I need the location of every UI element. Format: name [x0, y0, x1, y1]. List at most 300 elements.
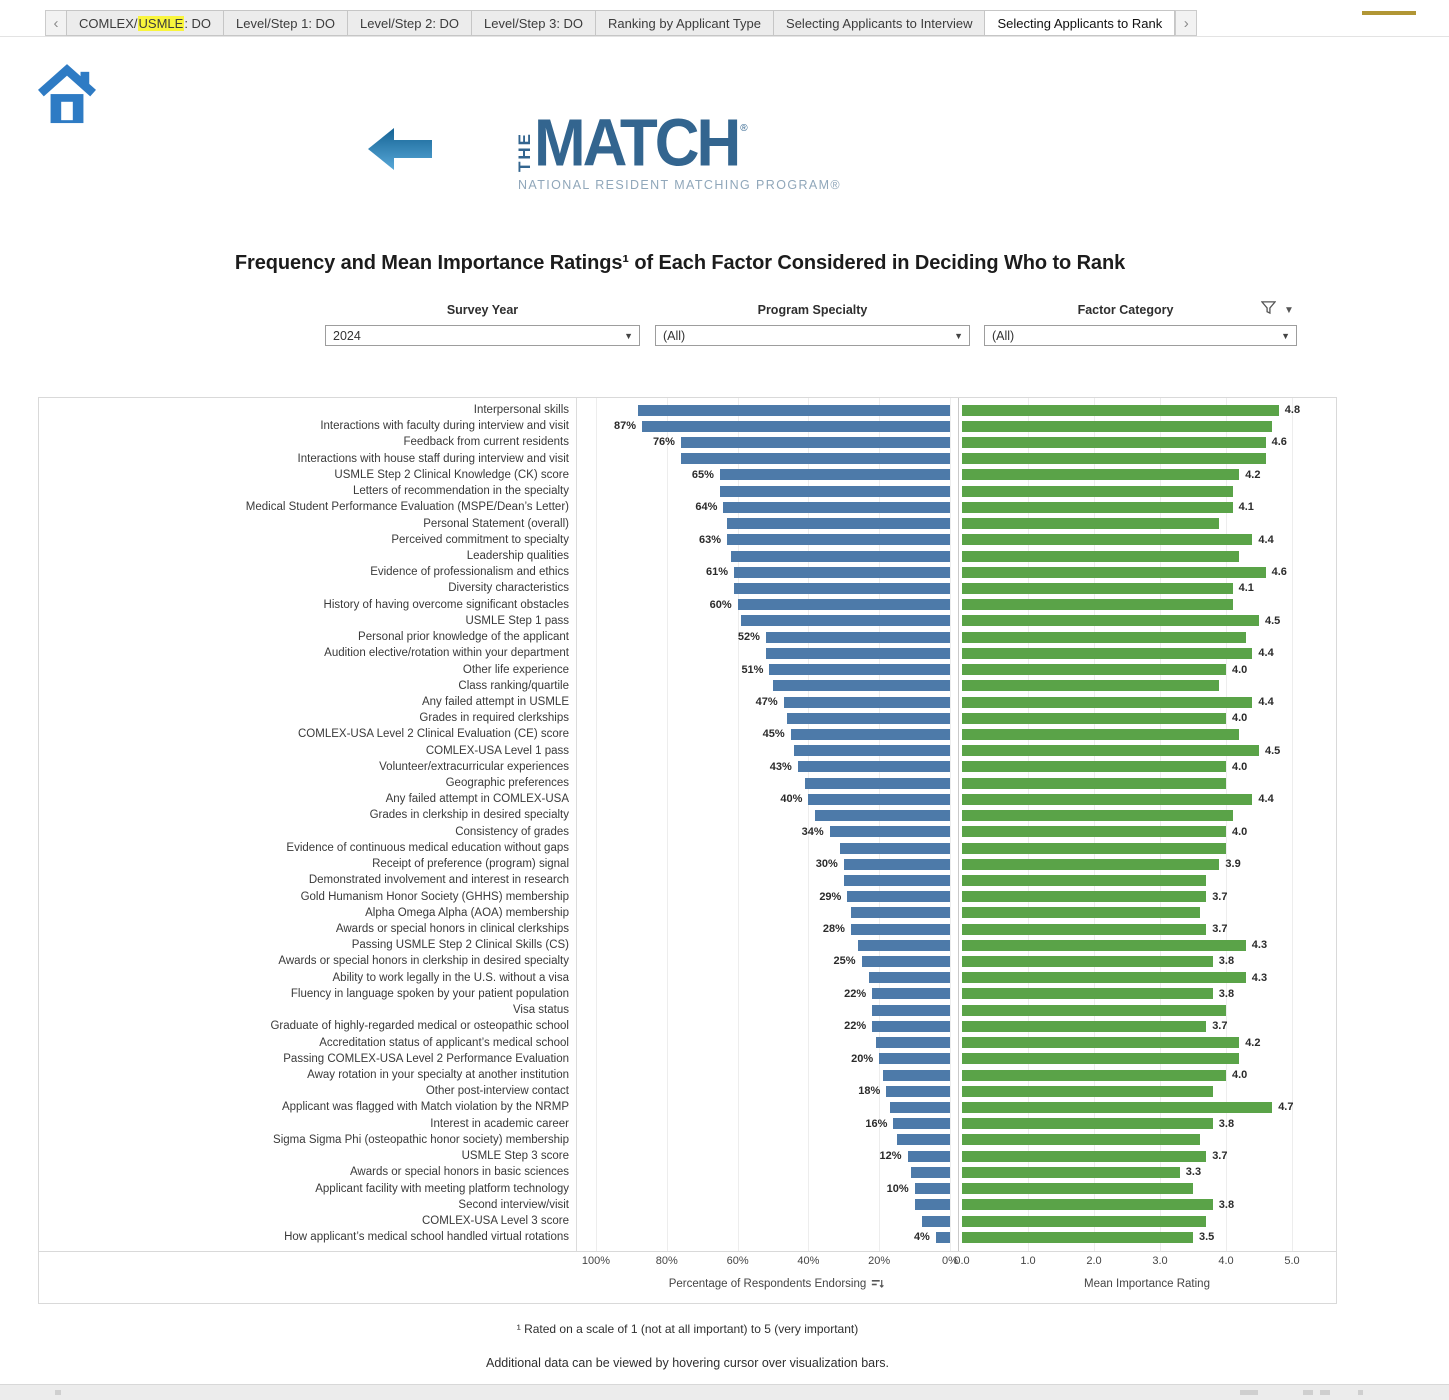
- pct-axis-tick: 0%: [942, 1255, 958, 1267]
- right-axis-title: Mean Importance Rating: [1084, 1278, 1210, 1290]
- endorse-bar[interactable]: [798, 761, 950, 772]
- rating-bar[interactable]: [962, 1021, 1206, 1032]
- factor-label: Consistency of grades: [455, 825, 569, 838]
- pct-value-label: 4%: [913, 1231, 930, 1244]
- pct-value-label: 16%: [865, 1117, 888, 1130]
- rating-bar[interactable]: [962, 1199, 1213, 1210]
- endorse-bar[interactable]: [784, 697, 950, 708]
- endorse-bar[interactable]: [731, 551, 950, 562]
- endorse-bar[interactable]: [723, 502, 950, 513]
- endorse-bar[interactable]: [893, 1118, 950, 1129]
- factor-row: [39, 1229, 1336, 1245]
- rating-bar[interactable]: [962, 907, 1200, 918]
- endorse-bar[interactable]: [879, 1053, 950, 1064]
- factor-label: Applicant was flagged with Match violation by the NRMP: [281, 1101, 569, 1114]
- endorse-bar[interactable]: [872, 988, 950, 999]
- endorse-bar[interactable]: [883, 1070, 950, 1081]
- factor-row: [39, 856, 1336, 872]
- factor-label: Passing USMLE Step 2 Clinical Skills (CS): [351, 939, 569, 952]
- factor-label: Interactions with faculty during interview and visit: [320, 420, 569, 433]
- gold-accent-dash: [1362, 11, 1416, 15]
- survey-year-label: Survey Year: [446, 303, 519, 317]
- rating-axis-tick: 0.0: [954, 1255, 970, 1267]
- factor-row: [39, 872, 1336, 888]
- factor-row: [39, 921, 1336, 937]
- factor-row: [39, 1164, 1336, 1180]
- factor-label: Feedback from current residents: [403, 436, 569, 449]
- factor-label: Visa status: [512, 1004, 569, 1017]
- rating-value-label: 4.0: [1232, 760, 1248, 773]
- program-specialty-label: Program Specialty: [757, 303, 868, 317]
- factor-row: [39, 597, 1336, 613]
- factor-category-dropdown[interactable]: [984, 325, 1297, 346]
- rating-value-label: 4.2: [1245, 1036, 1261, 1049]
- factor-row: [39, 613, 1336, 629]
- rating-bar[interactable]: [962, 1216, 1206, 1227]
- home-icon[interactable]: [38, 64, 96, 128]
- rating-bar[interactable]: [962, 534, 1252, 545]
- rating-bar[interactable]: [962, 469, 1239, 480]
- rating-bar[interactable]: [962, 437, 1266, 448]
- pct-value-label: 51%: [741, 663, 764, 676]
- chevron-down-icon: ▼: [624, 330, 633, 341]
- left-axis-title: Percentage of Respondents Endorsing: [669, 1278, 884, 1290]
- rating-bar[interactable]: [962, 794, 1252, 805]
- factor-label: Perceived commitment to specialty: [391, 533, 569, 546]
- tab-strip: [67, 10, 1175, 36]
- pct-value-label: 28%: [822, 923, 845, 935]
- endorse-bar[interactable]: [681, 453, 950, 464]
- pct-value-label: 22%: [844, 1020, 867, 1033]
- survey-year-value: 2024: [333, 328, 361, 343]
- rating-axis-tick: 2.0: [1086, 1255, 1102, 1267]
- factor-category-value: (All): [992, 328, 1015, 343]
- factor-category-label: Factor Category: [1077, 303, 1174, 317]
- rating-bar[interactable]: [962, 1151, 1206, 1162]
- rating-bar[interactable]: [962, 1167, 1180, 1178]
- factor-label: Interest in academic career: [430, 1117, 569, 1130]
- factor-row: [39, 1083, 1336, 1099]
- factor-label: Alpha Omega Alpha (AOA) membership: [365, 906, 569, 919]
- endorse-bar[interactable]: [897, 1134, 950, 1145]
- pct-value-label: 76%: [652, 436, 675, 449]
- rating-bar[interactable]: [962, 1102, 1272, 1113]
- rating-bar[interactable]: [962, 1037, 1239, 1048]
- factor-label: Letters of recommendation in the specialty: [352, 485, 569, 498]
- tab-scroll-right-icon[interactable]: ›: [1175, 10, 1197, 36]
- rating-bar[interactable]: [962, 599, 1233, 610]
- rating-bar[interactable]: [962, 1134, 1200, 1145]
- rating-value-label: 4.2: [1245, 468, 1261, 481]
- endorse-bar[interactable]: [734, 567, 950, 578]
- rating-value-label: 3.8: [1218, 955, 1235, 968]
- endorse-bar[interactable]: [915, 1183, 950, 1194]
- rating-bar[interactable]: [962, 486, 1233, 497]
- factor-label: Second interview/visit: [458, 1198, 569, 1211]
- endorse-bar[interactable]: [922, 1216, 950, 1227]
- endorse-bar[interactable]: [720, 486, 950, 497]
- factor-row: [39, 580, 1336, 596]
- factor-label: History of having overcome significant obstacles: [323, 598, 569, 611]
- chart-rows-area: [39, 398, 1336, 1251]
- rating-axis-tick: 3.0: [1152, 1255, 1168, 1267]
- back-arrow-icon[interactable]: [368, 126, 432, 172]
- pct-axis-tick: 20%: [868, 1255, 891, 1267]
- factor-row: [39, 759, 1336, 775]
- endorse-bar[interactable]: [794, 745, 950, 756]
- factor-label: Class ranking/quartile: [458, 679, 569, 692]
- rating-bar[interactable]: [962, 502, 1233, 513]
- factor-row: [39, 629, 1336, 645]
- rating-value-label: 4.1: [1238, 582, 1254, 595]
- tab-ranking-by-applicant-type[interactable]: Ranking by Applicant Type: [595, 10, 774, 36]
- rating-bar[interactable]: [962, 761, 1226, 772]
- endorse-bar[interactable]: [936, 1232, 950, 1243]
- worksheet-tab-bar: [45, 10, 1197, 36]
- factor-label: Personal prior knowledge of the applicant: [358, 631, 569, 644]
- endorse-bar[interactable]: [638, 405, 950, 416]
- tab-scroll-left-icon[interactable]: ‹: [45, 10, 67, 36]
- pct-axis-tick: 80%: [655, 1255, 678, 1267]
- factor-row: [39, 824, 1336, 840]
- factor-label: Grades in clerkship in desired specialty: [369, 809, 569, 822]
- highlighted-text: USMLE: [138, 15, 184, 31]
- factor-row: [39, 1132, 1336, 1148]
- factor-label: Gold Humanism Honor Society (GHHS) membership: [300, 890, 569, 903]
- pct-value-label: 64%: [695, 501, 718, 514]
- factor-label: Awards or special honors in basic sciences: [349, 1166, 569, 1179]
- endorse-bar[interactable]: [908, 1151, 950, 1162]
- hover-footnote: Additional data can be viewed by hovering cursor over visualization bars.: [485, 1356, 889, 1370]
- factor-row: [39, 970, 1336, 986]
- pct-value-label: 87%: [614, 420, 637, 433]
- pct-value-label: 34%: [801, 825, 824, 838]
- rating-bar[interactable]: [962, 1183, 1193, 1194]
- rating-bar[interactable]: [962, 940, 1246, 951]
- rating-value-label: 4.0: [1232, 663, 1248, 676]
- pct-value-label: 20%: [851, 1052, 874, 1065]
- rating-bar[interactable]: [962, 988, 1213, 999]
- rating-bar[interactable]: [962, 875, 1206, 886]
- factor-row: [39, 726, 1336, 742]
- endorse-bar[interactable]: [915, 1199, 950, 1210]
- factor-row: [39, 1018, 1336, 1034]
- rating-bar[interactable]: [962, 453, 1266, 464]
- rating-bar[interactable]: [962, 956, 1213, 967]
- bottom-toolbar-strip: [0, 1384, 1449, 1400]
- factor-label: Evidence of continuous medical education without gaps: [286, 841, 569, 854]
- rating-bar[interactable]: [962, 1053, 1239, 1064]
- pct-value-label: 30%: [815, 858, 838, 871]
- endorse-bar[interactable]: [872, 1005, 950, 1016]
- rating-value-label: 3.7: [1212, 923, 1228, 935]
- endorse-bar[interactable]: [858, 940, 950, 951]
- endorse-bar[interactable]: [869, 972, 950, 983]
- factor-row: [39, 743, 1336, 759]
- factor-row: [39, 532, 1336, 548]
- tab-bar-underline: [0, 36, 1449, 37]
- rating-value-label: 4.0: [1232, 1068, 1248, 1081]
- rating-bar[interactable]: [962, 924, 1206, 935]
- rating-value-label: 3.5: [1199, 1231, 1215, 1244]
- rating-bar[interactable]: [962, 697, 1252, 708]
- rating-bar[interactable]: [962, 778, 1226, 789]
- factor-label: Grades in required clerkships: [419, 712, 569, 725]
- factor-label: Sigma Sigma Phi (osteopathic honor society) membership: [273, 1133, 569, 1146]
- pct-value-label: 45%: [762, 728, 785, 741]
- toolbar-chip: [1358, 1390, 1363, 1395]
- endorse-bar[interactable]: [766, 632, 950, 643]
- factor-row: [39, 1116, 1336, 1132]
- survey-year-dropdown[interactable]: [325, 325, 640, 346]
- factor-row: [39, 678, 1336, 694]
- pct-value-label: 18%: [858, 1085, 881, 1098]
- program-specialty-dropdown[interactable]: [655, 325, 970, 346]
- logo-subtitle: NATIONAL RESIDENT MATCHING PROGRAM®: [518, 178, 842, 192]
- endorse-bar[interactable]: [681, 437, 950, 448]
- factor-label: Volunteer/extracurricular experiences: [379, 760, 569, 773]
- rating-bar[interactable]: [962, 518, 1219, 529]
- factor-label: Any failed attempt in USMLE: [421, 695, 569, 708]
- factor-label: Away rotation in your specialty at another institution: [307, 1068, 569, 1081]
- rating-bar[interactable]: [962, 972, 1246, 983]
- rating-bar[interactable]: [962, 859, 1219, 870]
- pct-value-label: 63%: [698, 533, 721, 546]
- rating-bar[interactable]: [962, 567, 1266, 578]
- endorse-bar[interactable]: [876, 1037, 950, 1048]
- pct-value-label: 25%: [833, 955, 856, 968]
- factor-label: Other post-interview contact: [425, 1085, 569, 1098]
- endorse-bar[interactable]: [862, 956, 951, 967]
- rating-bar[interactable]: [962, 551, 1239, 562]
- rating-value-label: 3.8: [1218, 987, 1235, 1000]
- endorse-bar[interactable]: [727, 518, 950, 529]
- factor-row: [39, 791, 1336, 807]
- rating-bar[interactable]: [962, 1086, 1213, 1097]
- rating-bar[interactable]: [962, 615, 1259, 626]
- endorse-bar[interactable]: [720, 469, 950, 480]
- endorse-bar[interactable]: [844, 859, 950, 870]
- rating-bar[interactable]: [962, 745, 1259, 756]
- rating-value-label: 3.8: [1218, 1198, 1235, 1211]
- chevron-down-icon[interactable]: ▼: [1284, 304, 1294, 316]
- rating-value-label: 4.8: [1284, 404, 1301, 416]
- rating-bar[interactable]: [962, 891, 1206, 902]
- endorse-bar[interactable]: [773, 680, 950, 691]
- tab-level-step-1-do[interactable]: Level/Step 1: DO: [223, 10, 348, 36]
- factor-row: [39, 1148, 1336, 1164]
- factor-row: [39, 905, 1336, 921]
- logo-registered-mark: ®: [740, 123, 748, 134]
- factor-row: [39, 451, 1336, 467]
- factor-row: [39, 418, 1336, 434]
- factor-label: Passing COMLEX-USA Level 2 Performance Evaluation: [283, 1052, 569, 1065]
- endorse-bar[interactable]: [738, 599, 950, 610]
- factor-row: [39, 1002, 1336, 1018]
- factor-label: USMLE Step 2 Clinical Knowledge (CK) score: [334, 468, 569, 481]
- logo-the-text: THE: [515, 132, 534, 172]
- rating-value-label: 4.3: [1251, 971, 1268, 984]
- pct-value-label: 22%: [844, 987, 867, 1000]
- factor-label: Medical Student Performance Evaluation (MSPE/Dean’s Letter): [245, 501, 569, 514]
- factor-row: [39, 937, 1336, 953]
- factor-row: [39, 1181, 1336, 1197]
- factor-label: Audition elective/rotation within your department: [324, 647, 569, 660]
- scale-footnote: ¹ Rated on a scale of 1 (not at all important) to 5 (very important): [516, 1322, 859, 1336]
- endorse-bar[interactable]: [840, 843, 950, 854]
- endorse-bar[interactable]: [844, 875, 950, 886]
- chevron-down-icon: ▼: [1281, 330, 1290, 341]
- factor-row: [39, 1051, 1336, 1067]
- sort-icon[interactable]: [871, 1279, 883, 1290]
- rating-value-label: 3.7: [1212, 1020, 1228, 1033]
- rating-bar[interactable]: [962, 1118, 1213, 1129]
- factor-row: [39, 1035, 1336, 1051]
- factor-label: Evidence of professionalism and ethics: [370, 566, 569, 579]
- toolbar-chip: [1240, 1390, 1258, 1395]
- rating-bar[interactable]: [962, 405, 1279, 416]
- factor-label: Interactions with house staff during interview and visit: [297, 452, 569, 465]
- rating-value-label: 3.3: [1185, 1166, 1202, 1179]
- rating-value-label: 4.6: [1271, 566, 1287, 579]
- rating-value-label: 4.7: [1278, 1101, 1294, 1114]
- endorse-bar[interactable]: [734, 583, 950, 594]
- rating-bar[interactable]: [962, 1232, 1193, 1243]
- rating-value-label: 4.5: [1265, 614, 1281, 627]
- the-match-logo: [515, 106, 848, 192]
- factor-row: [39, 775, 1336, 791]
- endorse-bar[interactable]: [851, 924, 950, 935]
- tab-comlex-usmle-do[interactable]: COMLEX/ USMLE : DO: [66, 10, 224, 36]
- tab-level-step-3-do[interactable]: Level/Step 3: DO: [471, 10, 596, 36]
- factor-label: Personal Statement (overall): [423, 517, 569, 530]
- logo-match-text: MATCH: [534, 106, 739, 181]
- rating-value-label: 4.4: [1258, 793, 1274, 806]
- factor-label: Fluency in language spoken by your patient population: [290, 987, 569, 1000]
- factor-label: Awards or special honors in clinical clerkships: [335, 923, 569, 935]
- program-specialty-value: (All): [663, 328, 686, 343]
- chart-sheet: [38, 397, 1337, 1304]
- rating-bar[interactable]: [962, 583, 1233, 594]
- endorse-bar[interactable]: [830, 826, 950, 837]
- endorse-bar[interactable]: [642, 421, 950, 432]
- rating-value-label: 4.6: [1271, 436, 1287, 449]
- endorse-bar[interactable]: [851, 907, 950, 918]
- endorse-bar[interactable]: [741, 615, 950, 626]
- rating-bar[interactable]: [962, 664, 1226, 675]
- factor-row: [39, 710, 1336, 726]
- factor-label: Leadership qualities: [466, 549, 569, 562]
- endorse-bar[interactable]: [805, 778, 950, 789]
- factor-label: Demonstrated involvement and interest in research: [308, 874, 569, 887]
- factor-label: Applicant facility with meeting platform technology: [315, 1182, 569, 1195]
- rating-value-label: 4.5: [1265, 744, 1281, 757]
- factor-row: [39, 564, 1336, 580]
- factor-row: [39, 645, 1336, 661]
- factor-row: [39, 483, 1336, 499]
- rating-bar[interactable]: [962, 843, 1226, 854]
- pct-value-label: 40%: [780, 793, 803, 806]
- factor-label: How applicant’s medical school handled virtual rotations: [284, 1231, 569, 1244]
- rating-bar[interactable]: [962, 632, 1246, 643]
- rating-bar[interactable]: [962, 648, 1252, 659]
- toolbar-chip: [1303, 1390, 1313, 1395]
- rating-value-label: 4.1: [1238, 501, 1254, 514]
- pct-value-label: 52%: [737, 631, 760, 644]
- rating-bar[interactable]: [962, 1005, 1226, 1016]
- pct-axis-tick: 100%: [581, 1255, 611, 1267]
- pct-value-label: 12%: [879, 1150, 902, 1163]
- endorse-bar[interactable]: [890, 1102, 950, 1113]
- rating-value-label: 3.9: [1225, 858, 1241, 871]
- endorse-bar[interactable]: [808, 794, 950, 805]
- factor-row: [39, 1213, 1336, 1229]
- rating-bar[interactable]: [962, 826, 1226, 837]
- pct-axis-tick: 60%: [726, 1255, 749, 1267]
- factor-row: [39, 434, 1336, 450]
- rating-value-label: 4.4: [1258, 647, 1274, 660]
- pct-value-label: 47%: [755, 695, 778, 708]
- endorse-bar[interactable]: [847, 891, 950, 902]
- rating-value-label: 4.4: [1258, 533, 1274, 546]
- factor-row: [39, 548, 1336, 564]
- rating-bar[interactable]: [962, 713, 1226, 724]
- factor-label: Interpersonal skills: [473, 404, 569, 416]
- chevron-down-icon: ▼: [954, 330, 963, 341]
- factor-row: [39, 1099, 1336, 1115]
- rating-value-label: 4.0: [1232, 712, 1248, 725]
- factor-label: Graduate of highly-regarded medical or osteopathic school: [270, 1020, 569, 1033]
- filter-funnel-icon[interactable]: [1261, 300, 1276, 320]
- factor-row: [39, 807, 1336, 823]
- endorse-bar[interactable]: [769, 664, 950, 675]
- endorse-bar[interactable]: [911, 1167, 950, 1178]
- factor-label: Receipt of preference (program) signal: [372, 858, 569, 871]
- tab-selecting-applicants-to-interview[interactable]: Selecting Applicants to Interview: [773, 10, 985, 36]
- rating-bar[interactable]: [962, 810, 1233, 821]
- rating-value-label: 3.7: [1212, 890, 1228, 903]
- endorse-bar[interactable]: [815, 810, 950, 821]
- factor-label: COMLEX-USA Level 2 Clinical Evaluation (CE) score: [298, 728, 569, 741]
- rating-bar[interactable]: [962, 729, 1239, 740]
- rating-value-label: 3.7: [1212, 1150, 1228, 1163]
- factor-row: [39, 840, 1336, 856]
- axis-tick-row: [39, 1251, 1336, 1273]
- rating-bar[interactable]: [962, 421, 1272, 432]
- rating-bar[interactable]: [962, 1070, 1226, 1081]
- endorse-bar[interactable]: [872, 1021, 950, 1032]
- rating-bar[interactable]: [962, 680, 1219, 691]
- tab-selecting-applicants-to-rank[interactable]: Selecting Applicants to Rank: [984, 10, 1175, 36]
- endorse-bar[interactable]: [787, 713, 950, 724]
- endorse-bar[interactable]: [766, 648, 950, 659]
- factor-row: [39, 986, 1336, 1002]
- factor-label: Awards or special honors in clerkship in desired specialty: [278, 955, 569, 968]
- axis-title-row: [39, 1273, 1336, 1303]
- toolbar-chip: [1320, 1390, 1330, 1395]
- factor-label: COMLEX-USA Level 3 score: [421, 1214, 569, 1227]
- factor-label: Accreditation status of applicant’s medical school: [319, 1036, 569, 1049]
- endorse-bar[interactable]: [727, 534, 950, 545]
- rating-axis-tick: 5.0: [1284, 1255, 1300, 1267]
- factor-label: Diversity characteristics: [448, 582, 569, 595]
- factor-row: [39, 953, 1336, 969]
- endorse-bar[interactable]: [886, 1086, 950, 1097]
- rating-value-label: 4.0: [1232, 825, 1248, 838]
- tab-level-step-2-do[interactable]: Level/Step 2: DO: [347, 10, 472, 36]
- endorse-bar[interactable]: [791, 729, 950, 740]
- factor-row: [39, 662, 1336, 678]
